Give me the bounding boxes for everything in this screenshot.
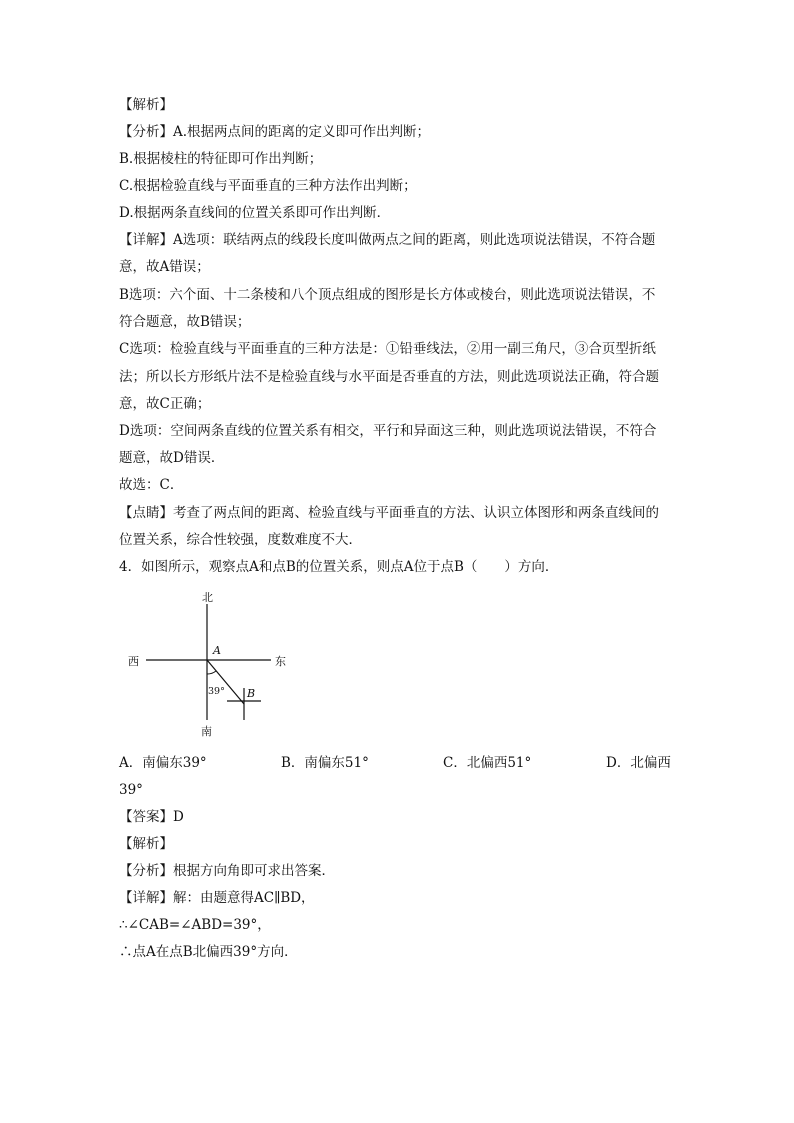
text-line: D选项：空间两条直线的位置关系有相交，平行和异面这三种，则此选项说法错误，不符合 <box>119 423 657 439</box>
option-b: B．南偏东51° <box>281 755 369 771</box>
label-north: 北 <box>202 591 213 604</box>
text-line: 符合题意，故B错误； <box>119 314 251 330</box>
text-line: ∴点A在点B北偏西39°方向． <box>119 944 298 960</box>
direction-figure <box>119 588 299 740</box>
option-d: D．北偏西 <box>606 755 671 771</box>
label-point-a: A <box>213 644 221 657</box>
text-line: 【详解】A选项：联结两点的线段长度叫做两点之间的距离，则此选项说法错误，不符合题 <box>119 232 656 248</box>
compass-diagram <box>119 588 299 740</box>
option-c: C．北偏西51° <box>443 755 532 771</box>
text-line: ∴∠CAB=∠ABD=39°， <box>119 917 271 933</box>
answer-line: 【答案】D <box>119 809 184 825</box>
label-point-b: B <box>247 687 256 700</box>
text-line: B.根据棱柱的特征即可作出判断； <box>119 151 323 167</box>
option-a: A．南偏东39° <box>119 755 207 771</box>
text-line: 题意，故D错误． <box>119 450 225 466</box>
label-east: 东 <box>275 655 286 668</box>
question-stem: 4．如图所示，观察点A和点B的位置关系，则点A位于点B（ ）方向． <box>119 559 559 575</box>
label-angle: 39° <box>208 686 225 697</box>
label-south: 南 <box>201 725 212 738</box>
text-line: 【分析】A.根据两点间的距离的定义即可作出判断； <box>119 124 431 140</box>
text-line: 法；所以长方形纸片法不是检验直线与水平面是否垂直的方法，则此选项说法正确，符合题 <box>119 369 659 385</box>
text-line: C.根据检验直线与平面垂直的三种方法作出判断； <box>119 178 417 194</box>
text-line: 【分析】根据方向角即可求出答案． <box>119 863 335 879</box>
text-line: 【解析】 <box>119 836 173 852</box>
label-west: 西 <box>128 655 139 668</box>
text-line: 【解析】 <box>119 97 173 113</box>
segment-ab <box>207 660 244 704</box>
text-line: D.根据两条直线间的位置关系即可作出判断． <box>119 205 391 221</box>
text-line: 【详解】解：由题意得AC∥BD， <box>119 890 315 906</box>
text-line: 位置关系，综合性较强，度数难度不大． <box>119 532 362 548</box>
text-line: 【点睛】考查了两点间的距离、检验直线与平面垂直的方法、认识立体图形和两条直线间的 <box>119 505 659 521</box>
option-d-continued: 39° <box>119 782 143 798</box>
text-line: 意，故C正确； <box>119 396 211 412</box>
text-line: B选项：六个面、十二条棱和八个顶点组成的图形是长方体或棱台，则此选项说法错误，不 <box>119 287 656 303</box>
angle-arc <box>207 671 216 674</box>
text-line: 意，故A错误； <box>119 259 210 275</box>
text-line: C选项：检验直线与平面垂直的三种方法是：①铅垂线法，②用一副三角尺，③合页型折纸 <box>119 341 656 357</box>
text-line: 故选：C． <box>119 477 184 493</box>
